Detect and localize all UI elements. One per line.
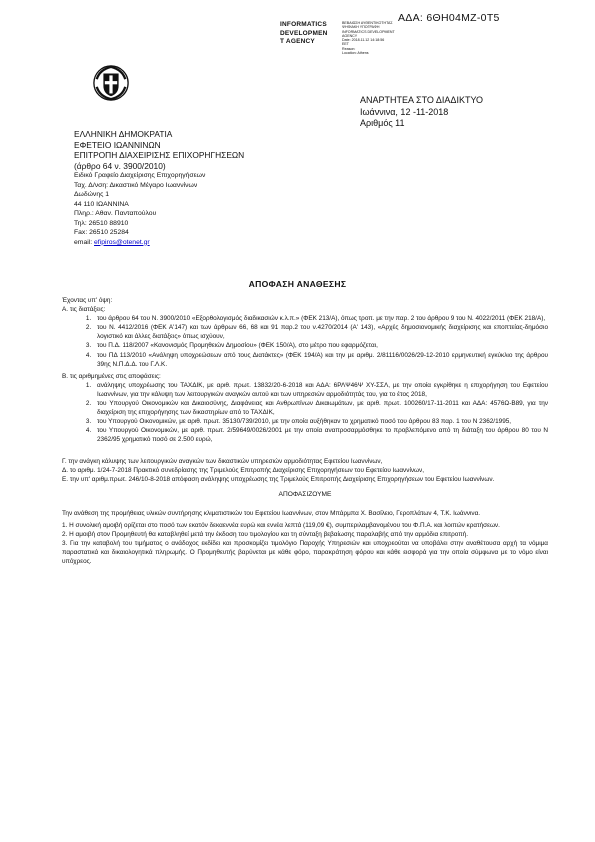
- decision-point: 1. Η συνολική αμοιβή ορίζεται στο ποσό των εκατόν δεκαεννέα ευρώ και εννέα λεπτά (119,09 €), συμπεριλαμβανομένου του Φ.Π.Α. και λοιπών κρατήσεων.: [62, 521, 500, 529]
- section-g: Γ. την ανάγκη κάλυψης των λειτουργικών αναγκών των δικαστικών υπηρεσιών αρμοδιότητας Εφετείου Ιωαννίνων,: [62, 457, 383, 465]
- list-item: 4. του ΠΔ 113/2010 «Ανάληψη υποχρεώσεων από τους Διατάκτες» (ΦΕΚ 194/Α) και την με αριθμ. 2/81116/0026/29-12-2010 ερμηνευτική εγκύκλιο της άρθρου 39ης Ν.Π.Δ.Δ. του Γ.Λ.Κ.: [93, 351, 548, 369]
- decision-main: Την ανάθεση της προμήθειας υλικών συντήρησης κλιματιστικών του Εφετείου Ιωαννίνων, στον Μπάρμπα Χ. Βασίλειο, Γεροπλάτων 4, Τ.Κ. Ιωάννινα.: [62, 509, 481, 517]
- section-b-heading: Β. τις αριθμημένες στις αποφάσεις:: [62, 372, 161, 380]
- signature-details: ΒΕΒΑΙΩΣΗ ΑΥΘΕΝΤΙΚΟΤΗΤΑΣ ΨΗΦΙΑΚΗ ΥΠΟΓΡΑΦΗ INFORMATICS DEVELOPMENT AGENCY Date: 2018.11.12 14:18:56 EET Reason: Location: Athens: [342, 21, 395, 56]
- list-item: 2. του Ν. 4412/2016 (ΦΕΚ Α'147) και των άρθρων 66, 68 και 91 παρ.2 του ν.4270/2014 (Α' 143), «Αρχές δημοσιονομικής διαχείρισης και εποπτείας-δημόσιο λογιστικό και άλλες διατάξεις» όπως ισχύουν,: [93, 323, 548, 341]
- document-body: [62, 296, 548, 566]
- list-item: 1. ανάληψης υποχρέωσης του ΤΑΧΔΙΚ, με αριθ. πρωτ. 13832/20-6-2018 και ΑΔΑ: 6ΡΛΨ46Ψ ΧΥ-ΣΣΛ, με την οποία εγκρίθηκε η επιχορήγηση του Εφετείου Ιωαννίνων, για την κάλυψη των λειτουργικών αναγκών αυτού και των υπηρεσιών αρμοδιότητάς του, για το έτος 2018,: [93, 381, 548, 399]
- list-item: 2. του Υπουργού Οικονομικών και Δικαιοσύνης, Διαφάνειας και Ανθρωπίνων Δικαιωμάτων, με αριθ. πρωτ. 100260/17-11-2011 και ΑΔΑ: 4576Ω-Β89, για την διαχείριση της επιχορήγησης των δικαστηρίων από το ΤΑΧΔΙΚ,: [93, 399, 548, 417]
- digital-signature-block: [280, 21, 395, 56]
- section-a-heading: Α. τις διατάξεις:: [62, 306, 106, 314]
- decision-heading: ΑΠΟΦΑΣΙΖΟΥΜΕ: [278, 490, 332, 498]
- section-a-list: [62, 314, 548, 369]
- list-item: 3. του Υπουργού Οικονομικών, με αριθ. πρωτ. 35130/739/2010, με την οποία αυξήθηκαν το χρηματικό ποσό του άρθρου 83 παρ. 1 του Ν 2362/1995,: [93, 417, 548, 426]
- issuer-line: (άρθρο 64 ν. 3900/2010): [74, 160, 166, 171]
- list-item: 3. του Π.Δ. 118/2007 «Κανονισμός Προμηθειών Δημοσίου» (ΦΕΚ 150/Α), στο μέτρο που εφαρμόζεται,: [93, 341, 548, 350]
- decision-point: 3. Για την καταβολή του τιμήματος ο ανάδοχος εκδίδει και προσκομίζει τιμολόγιο Παροχής Υπηρεσιών και υποχρεούται να υποβάλει στην αναθέτουσα αρχή τα νόμιμα παραστατικά και δικαιολογητικά πληρωμής. Ο Προμηθευτής βαρύνεται με κάθε φόρο, παρακράτηση φόρου και κάθε εισφορά για την οποία σύμφωνα με το νόμο είναι υπόχρεος.: [62, 540, 548, 566]
- email-row: [74, 238, 244, 248]
- issuer-detail: Fax: 26510 25284: [74, 229, 129, 236]
- issuer-detail: Δωδώνης 1: [74, 191, 110, 198]
- greek-coat-of-arms-icon: [92, 64, 130, 102]
- ada-code: ΑΔΑ: 6ΘΗ04ΜΖ-0Τ5: [398, 12, 500, 24]
- place-date: Ιωάννινα, 12 -11-2018: [360, 106, 449, 117]
- list-item: 1. του άρθρου 64 του Ν. 3900/2010 «Εξορθολογισμός διαδικασιών κ.λ.π.» (ΦΕΚ 213/Α), όπως τροπ. με την παρ. 2 του άρθρου 9 του Ν. 4022/2011 (ΦΕΚ 218/Α),: [93, 314, 548, 323]
- issuer-block: [74, 129, 244, 247]
- issuer-line: ΕΠΙΤΡΟΠΗ ΔΙΑΧΕΙΡΙΣΗΣ ΕΠΙΧΟΡΗΓΗΣΕΩΝ: [74, 150, 245, 160]
- document-title: ΑΠΟΦΑΣΗ ΑΝΑΘΕΣΗΣ: [248, 279, 347, 289]
- issuer-detail: Πληρ.: Αθαν. Πανταπούλου: [74, 210, 157, 217]
- issuer-detail: Ταχ. Δ/νση: Δικαστικό Μέγαρο Ιωαννίνων: [74, 181, 198, 189]
- posting-label: ΑΝΑΡΤΗΤΕΑ ΣΤΟ ΔΙΑΔΙΚΤΥΟ: [360, 95, 483, 105]
- issuer-detail: 44 110 ΙΩΑΝΝΙΝΑ: [74, 200, 129, 208]
- section-d: Δ. το αριθμ. 1/24-7-2018 Πρακτικό συνεδρίασης της Τριμελούς Επιτροπής Διαχείρισης Επιχορηγήσεων του Εφετείου Ιωαννίνων,: [62, 466, 425, 474]
- issuer-detail: Ειδικό Γραφείο Διαχείρισης Επιχορηγήσεων: [74, 172, 206, 179]
- section-b-list: [62, 381, 548, 445]
- email-link[interactable]: efipiros@otenet.gr: [94, 238, 150, 246]
- considering-intro: Έχοντας υπ' όψη:: [62, 297, 113, 304]
- decision-point: 2. Η αμοιβή στον Προμηθευτή θα καταβληθεί μετά την έκδοση του τιμολογίου και τη σύνταξη βεβαίωσης παραλαβής από την αρμόδια επιτροπή.: [62, 531, 469, 539]
- issuer-line: ΕΛΛΗΝΙΚΗ ΔΗΜΟΚΡΑΤΙΑ: [74, 129, 173, 139]
- issuer-detail: Τηλ: 26510 88910: [74, 219, 129, 227]
- issuer-line: ΕΦΕΤΕΙΟ ΙΩΑΝΝΙΝΩΝ: [74, 139, 161, 150]
- email-label: email:: [74, 238, 93, 246]
- decision-number: Αριθμός 11: [360, 118, 405, 128]
- section-e: Ε. την υπ' αριθμ.πρωτ. 246/10-8-2018 απόφαση ανάληψης υποχρέωσης της Τριμελούς Επιτροπής Διαχείρισης Επιχορηγήσεων του Εφετείου Ιωαννίνων.: [62, 475, 495, 483]
- list-item: 4. του Υπουργού Οικονομικών, με αριθ. πρωτ. 2/59649/0026/2001 με την οποία αναπροσαρμόσθηκε το προβλεπόμενο από τη διάταξη του άρθρου 80 του Ν 2362/95 χρηματικό ποσό σε 2.500 ευρώ,: [93, 426, 548, 444]
- posting-info: [360, 95, 483, 130]
- agency-name: INFORMATICS DEVELOPMEN T AGENCY: [280, 21, 328, 45]
